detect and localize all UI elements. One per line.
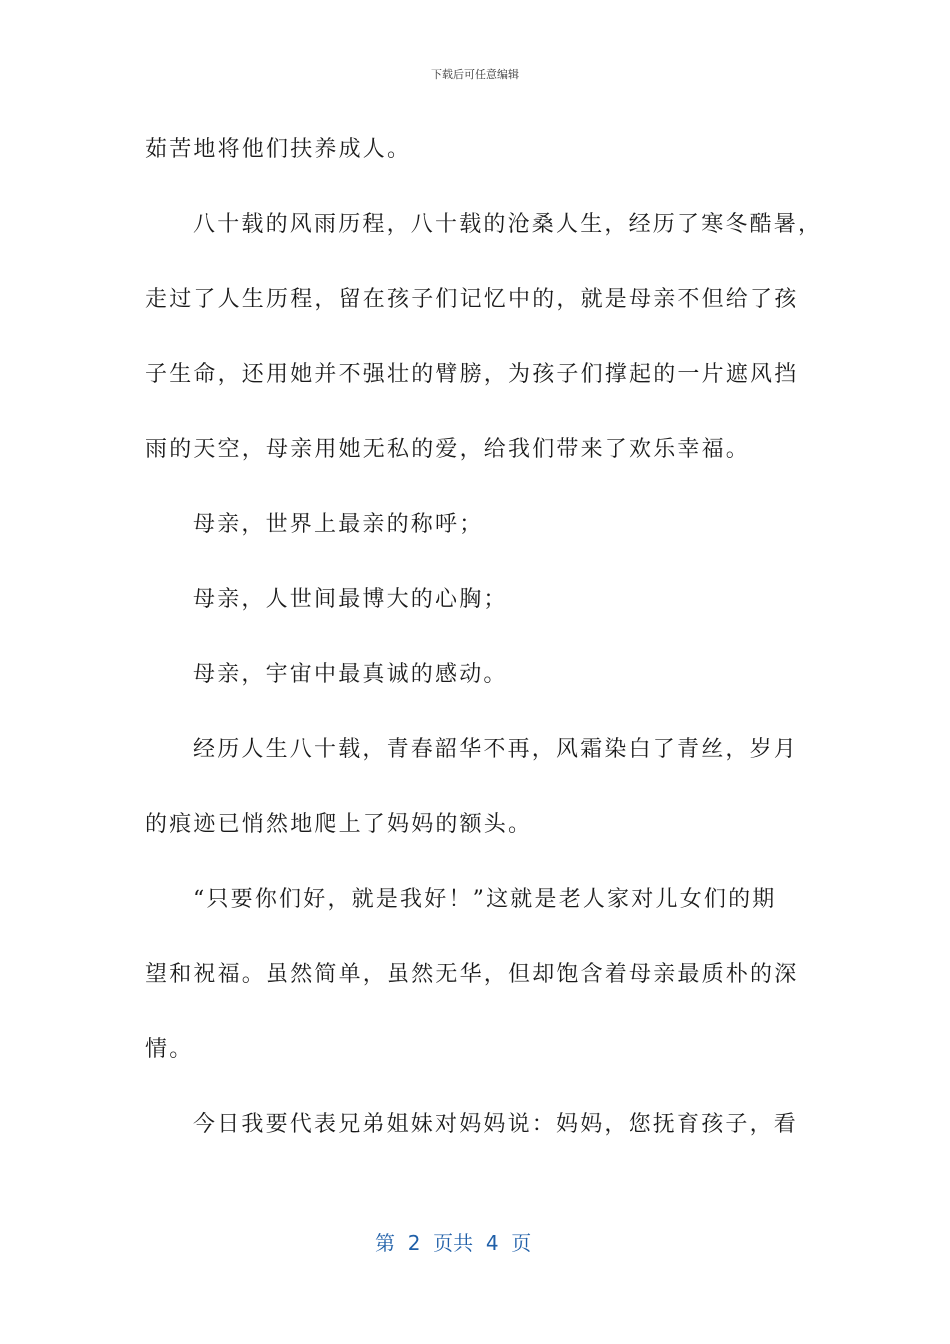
text-line: 望和祝福。虽然简单，虽然无华，但却饱含着母亲最质朴的深 xyxy=(145,962,799,987)
page-number-footer: 第 2 页共 4 页 xyxy=(375,1231,532,1255)
text-line: 母亲，宇宙中最真诚的感动。 xyxy=(193,662,508,687)
page-header: 下载后可任意编辑 xyxy=(431,68,519,81)
text-line: “只要你们好，就是我好！”这就是老人家对儿女们的期 xyxy=(193,887,777,912)
text-line: 母亲，人世间最博大的心胸； xyxy=(193,587,508,612)
text-line: 茹苦地将他们扶养成人。 xyxy=(145,137,412,162)
text-line: 走过了人生历程，留在孩子们记忆中的，就是母亲不但给了孩 xyxy=(145,287,799,312)
text-line: 子生命，还用她并不强壮的臂膀，为孩子们撑起的一片遮风挡 xyxy=(145,362,799,387)
text-line: 的痕迹已悄然地爬上了妈妈的额头。 xyxy=(145,812,533,837)
text-line: 八十载的风雨历程，八十载的沧桑人生，经历了寒冬酷暑， xyxy=(193,212,823,237)
text-line: 今日我要代表兄弟姐妹对妈妈说：妈妈，您抚育孩子，看 xyxy=(193,1112,799,1137)
text-line: 情。 xyxy=(145,1037,194,1062)
text-line: 母亲，世界上最亲的称呼； xyxy=(193,512,484,537)
text-line: 雨的天空，母亲用她无私的爱，给我们带来了欢乐幸福。 xyxy=(145,437,751,462)
text-line: 经历人生八十载，青春韶华不再，风霜染白了青丝，岁月 xyxy=(193,737,799,762)
